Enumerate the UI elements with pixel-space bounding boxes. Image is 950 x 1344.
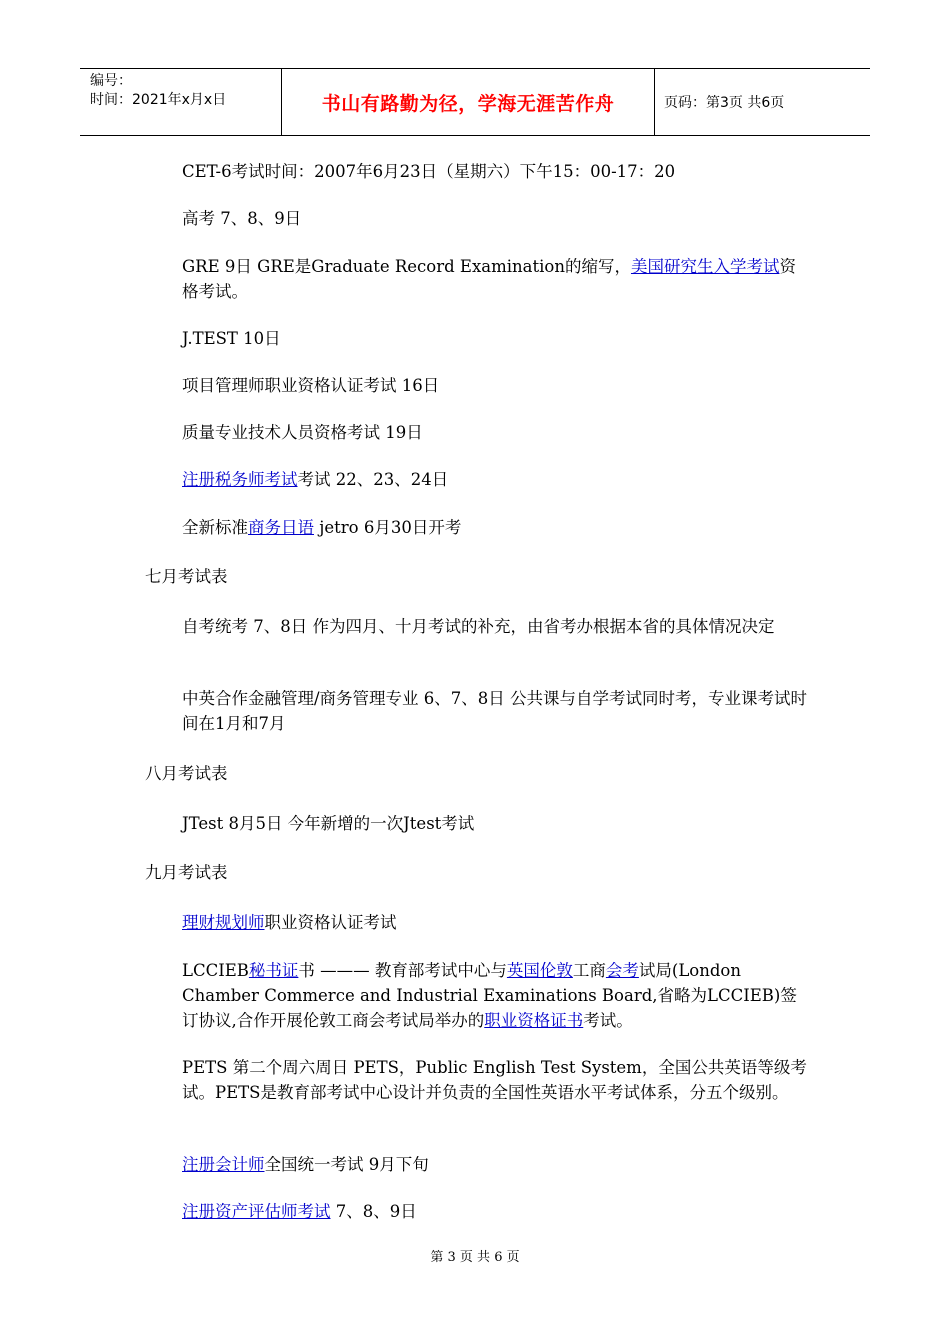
- link-london[interactable]: 英国伦敦: [506, 961, 573, 980]
- paragraph-text: 考试。: [583, 1011, 633, 1030]
- heading-july: 七月考试表: [145, 567, 228, 586]
- header-page-cell: [655, 69, 870, 135]
- link-exam[interactable]: 会考: [605, 961, 639, 980]
- header-motto-cell: [282, 69, 655, 135]
- link-professional-cert[interactable]: 职业资格证书: [484, 1011, 584, 1030]
- paragraph-text: 全国统一考试 9月下旬: [264, 1155, 429, 1174]
- link-secretary-cert[interactable]: 秘书证: [248, 961, 299, 980]
- paragraph-quality: 质量专业技术人员资格考试 19日: [182, 423, 423, 442]
- paragraph-text: GRE 9日 GRE是Graduate Record Examination的缩写，: [182, 257, 631, 276]
- paragraph-project-manager: 项目管理师职业资格认证考试 16日: [182, 376, 440, 395]
- link-asset-appraiser[interactable]: 注册资产评估师考试: [182, 1202, 331, 1221]
- page-footer: 第 3 页 共 6 页: [430, 1250, 520, 1265]
- paragraph-text: 全新标准: [182, 518, 248, 537]
- paragraph-text: 工商: [572, 961, 606, 980]
- link-us-graduate-exam[interactable]: 美国研究生入学考试: [630, 257, 780, 276]
- paragraph-tax-agent: [145, 467, 810, 492]
- paragraph-asset-appraiser: [145, 1199, 810, 1224]
- header-table: [80, 68, 870, 136]
- header-left-cell: [80, 69, 282, 135]
- paragraph-text: 考试 22、23、24日: [297, 470, 449, 489]
- link-business-japanese[interactable]: 商务日语: [248, 518, 314, 537]
- link-tax-agent-exam[interactable]: 注册税务师考试: [182, 470, 298, 489]
- paragraph-gre: [145, 254, 810, 304]
- paragraph-text: 资格考试。: [182, 257, 796, 301]
- paragraph-text: 职业资格认证考试: [264, 913, 397, 932]
- paragraph-jtest: J.TEST 10日: [182, 329, 281, 348]
- heading-august: 八月考试表: [145, 764, 228, 783]
- paragraph-text: 试局(London Chamber Commerce and Industrial Examinations Board,省略为LCCIEB)签订协议,合作开展伦敦工商会考试局举办的: [182, 961, 797, 1030]
- paragraph-cet6: CET-6考试时间：2007年6月23日（星期六）下午15：00-17：20: [182, 162, 676, 181]
- link-cpa[interactable]: 注册会计师: [182, 1155, 265, 1174]
- paragraph-text: jetro 6月30日开考: [314, 518, 462, 537]
- paragraph-text: 书 ——— 教育部考试中心与: [298, 961, 507, 980]
- header-page-info: 页码：第3页 共6页: [664, 95, 785, 111]
- header-motto: 书山有路勤为径，学海无涯苦作舟: [321, 92, 615, 115]
- document-date-label: 时间：2021年x月x日: [90, 92, 227, 108]
- paragraph-lccieb: [145, 958, 810, 1033]
- paragraph-text: LCCIEB: [182, 961, 249, 980]
- paragraph-text: 7、8、9日: [330, 1202, 417, 1221]
- paragraph-pets: PETS 第二个周六周日 PETS，Public English Test System，全国公共英语等级考试。PETS是教育部考试中心设计并负责的全国性英语水平考试体系，分五个级别。: [182, 1058, 807, 1102]
- link-financial-planner[interactable]: 理财规划师: [182, 913, 265, 932]
- paragraph-financial-planner: [145, 910, 810, 935]
- paragraph-business-japanese: [145, 515, 810, 540]
- document-number-label: 编号：: [90, 73, 132, 89]
- paragraph-jtest-august: JTest 8月5日 今年新增的一次Jtest考试: [182, 814, 475, 833]
- paragraph-sino-british: 中英合作金融管理/商务管理专业 6、7、8日 公共课与自学考试同时考，专业课考试时间在1月和7月: [182, 689, 808, 733]
- paragraph-gaokao: 高考 7、8、9日: [182, 209, 302, 228]
- heading-september: 九月考试表: [145, 863, 228, 882]
- paragraph-self-study: 自考统考 7、8日 作为四月、十月考试的补充，由省考办根据本省的具体情况决定: [182, 617, 775, 636]
- paragraph-cpa: [145, 1152, 810, 1177]
